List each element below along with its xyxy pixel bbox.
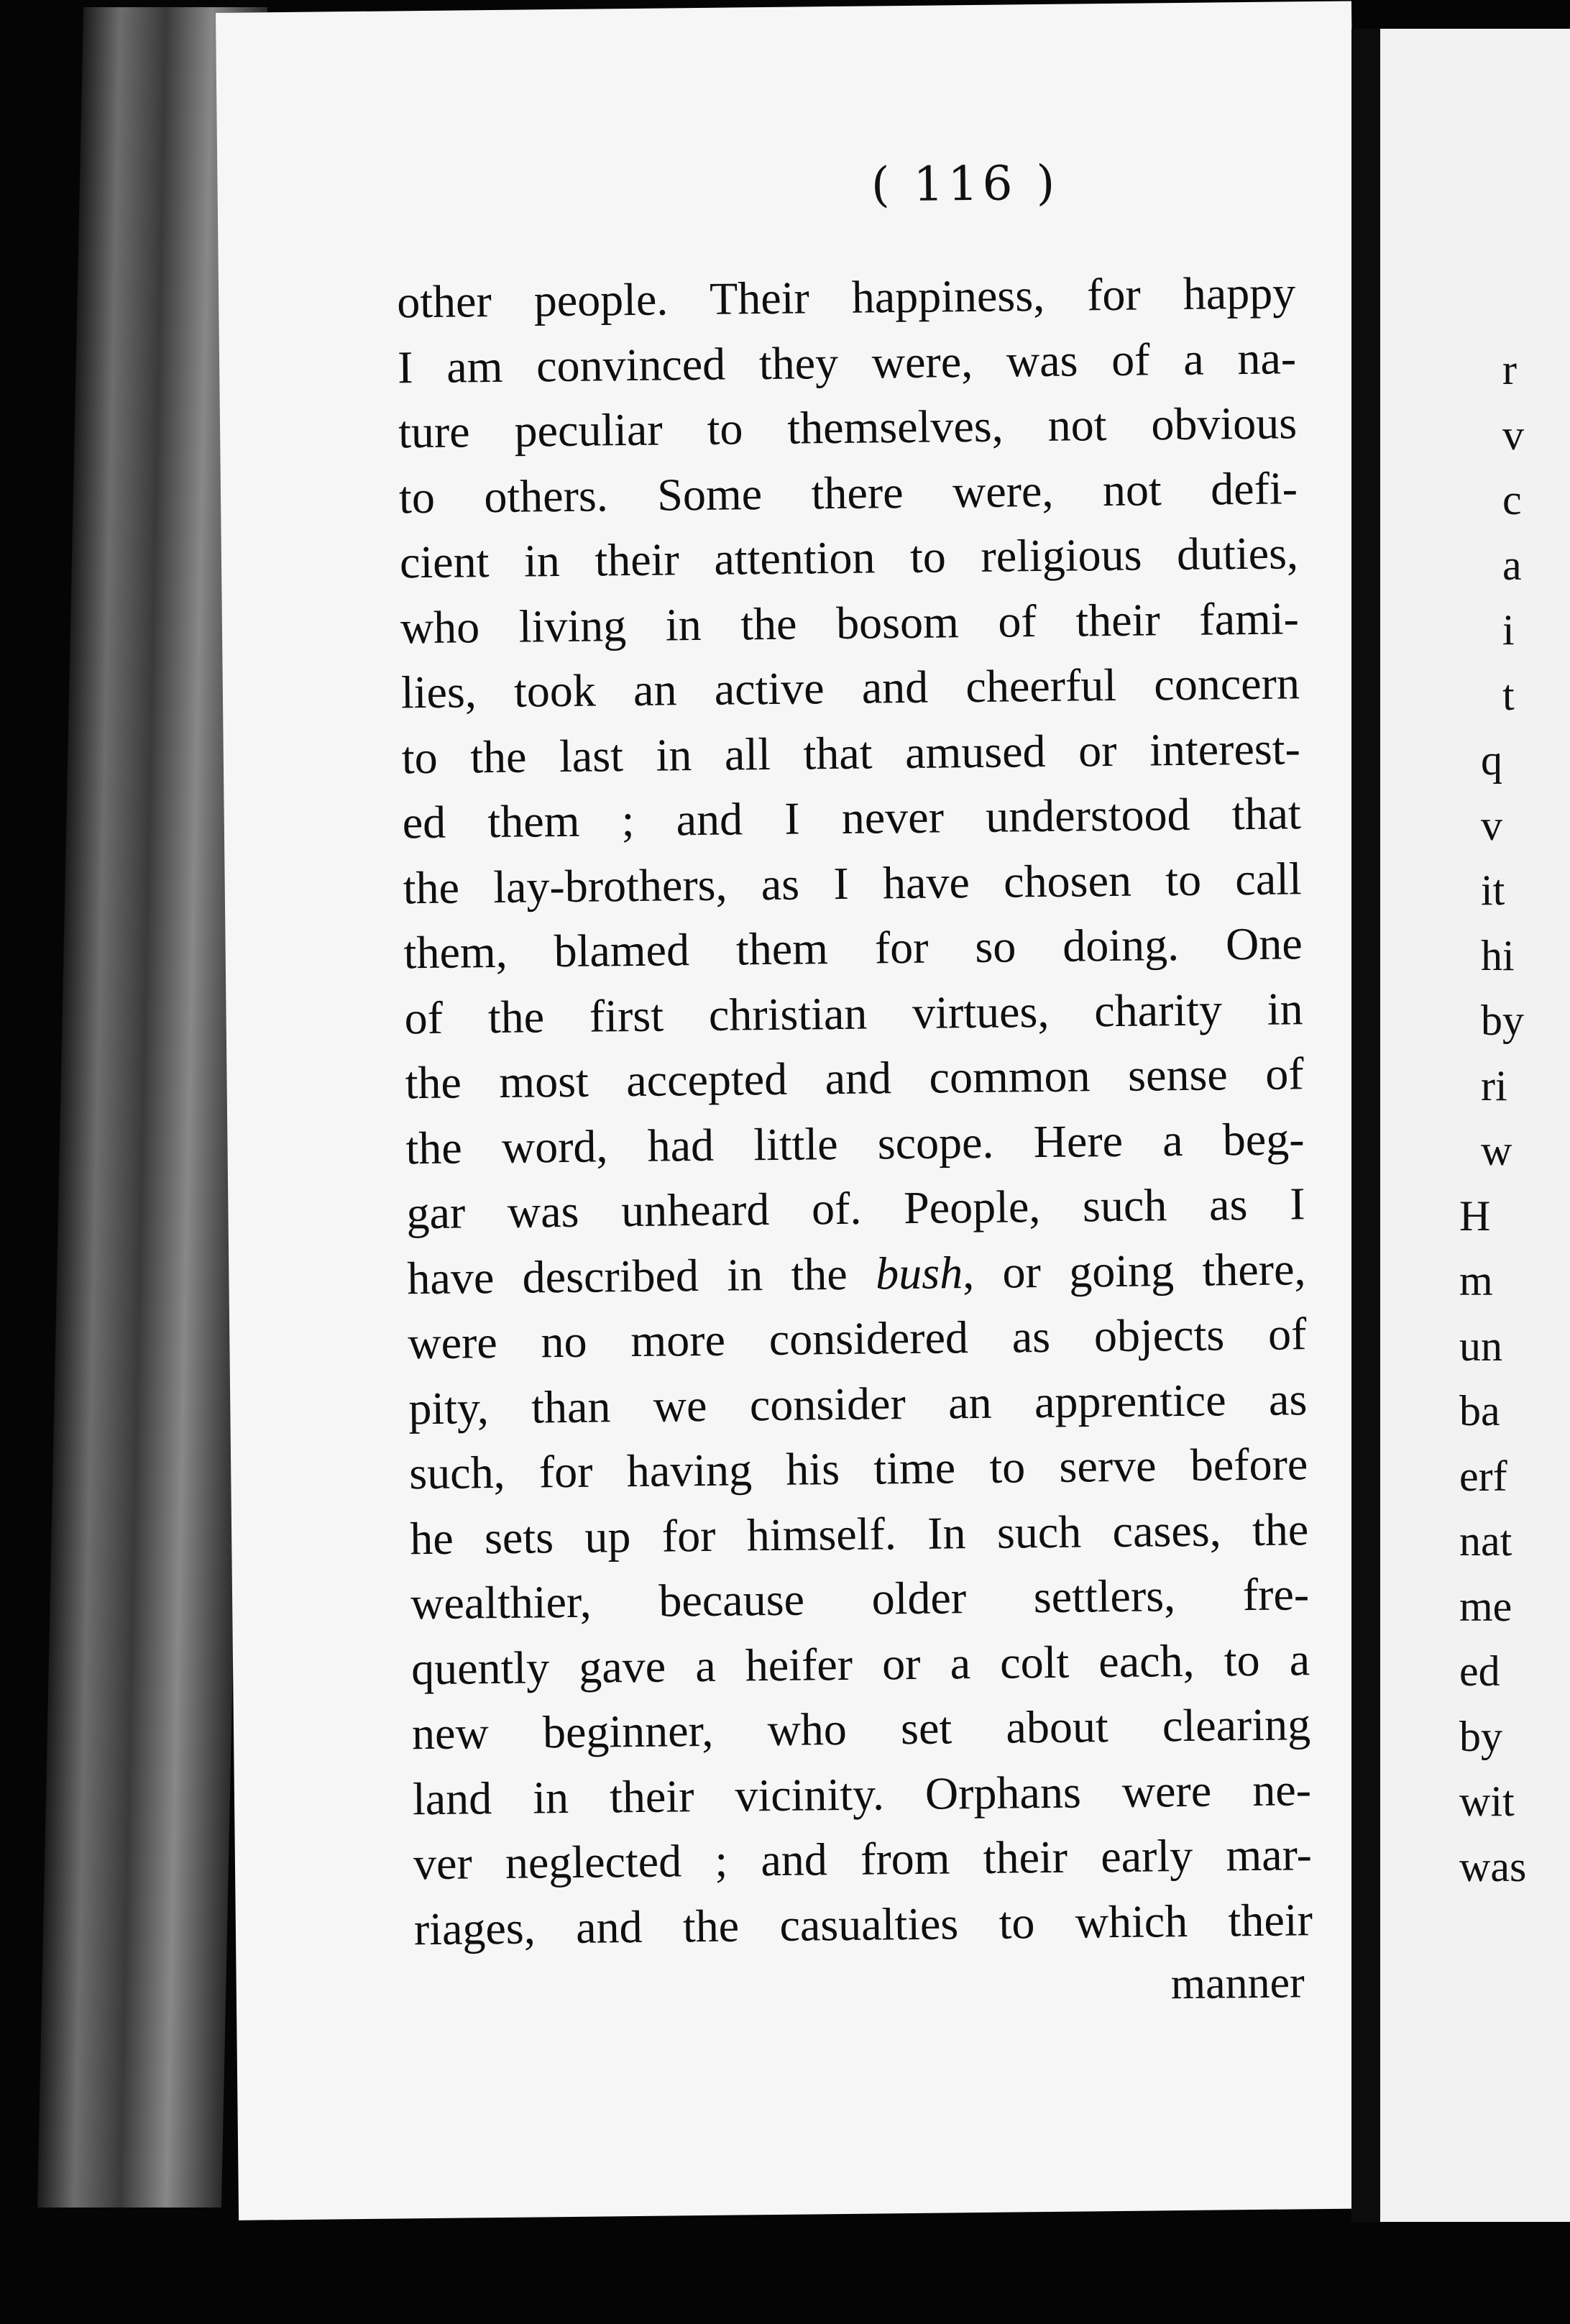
- text-line: of the first christian virtues, charity in: [404, 982, 1303, 1043]
- facing-page-letters: was: [1459, 1842, 1527, 1890]
- text-line: them, blamed them for so doing. One: [403, 918, 1303, 979]
- text-line: new beginner, who set about clearing: [411, 1698, 1311, 1760]
- text-line: the lay-brothers, as I have chosen to call: [403, 852, 1303, 913]
- facing-page-letters: by: [1459, 1712, 1502, 1760]
- text-line: lies, took an active and cheerful concern: [400, 657, 1300, 718]
- text-line: wealthier, because older settlers, fre-: [410, 1568, 1310, 1629]
- facing-page-letters: nat: [1459, 1517, 1512, 1565]
- facing-page-letters: un: [1459, 1322, 1502, 1370]
- facing-page-letters: c: [1502, 476, 1522, 523]
- facing-page-letters: ba: [1459, 1387, 1500, 1435]
- catchword: manner: [1170, 1958, 1305, 2009]
- facing-page-letters: ed: [1459, 1647, 1500, 1695]
- facing-page-letters: w: [1481, 1127, 1512, 1174]
- text-line: cient in their attention to religious duties,: [399, 527, 1299, 588]
- scan-border: [0, 2229, 1570, 2324]
- text-line: have described in the bush, or going there,: [407, 1243, 1306, 1304]
- facing-page-letters: by: [1481, 997, 1524, 1044]
- facing-page-letters: r: [1502, 346, 1517, 393]
- text-line: to the last in all that amused or interest-: [401, 722, 1301, 783]
- text-line: gar was unheard of. People, such as I: [406, 1178, 1305, 1239]
- facing-page-letters: v: [1481, 801, 1502, 849]
- facing-page-letters: hi: [1481, 931, 1515, 979]
- facing-page-fragment: [1380, 29, 1570, 2222]
- text-line: to others. Some there were, not defi-: [398, 462, 1298, 523]
- facing-page-letters: a: [1502, 541, 1522, 589]
- facing-page-letters: wit: [1459, 1778, 1515, 1825]
- page-number-header: ( 116 ): [871, 155, 1060, 213]
- text-line: quently gave a heifer or a colt each, to a: [410, 1633, 1310, 1694]
- book-page: [216, 1, 1374, 2220]
- text-line: the word, had little scope. Here a beg-: [405, 1112, 1305, 1174]
- facing-page-letters: t: [1502, 671, 1515, 719]
- text-line: other people. Their happiness, for happy: [396, 267, 1296, 328]
- text-line: land in their vicinity. Orphans were ne-: [412, 1763, 1312, 1824]
- facing-page-letters: i: [1502, 606, 1515, 654]
- text-line: riages, and the casualties to which their: [413, 1893, 1313, 1954]
- text-line: who living in the bosom of their fami-: [400, 592, 1300, 653]
- text-line: were no more considered as objects of: [408, 1308, 1307, 1369]
- facing-page-letters: H: [1459, 1191, 1491, 1240]
- text-line: he sets up for himself. In such cases, the: [409, 1503, 1309, 1564]
- gutter-shadow: [1351, 29, 1380, 2222]
- text-line: such, for having his time to serve before: [408, 1438, 1308, 1499]
- text-line: I am convinced they were, was of a na-: [397, 331, 1297, 393]
- facing-page-letters: q: [1481, 736, 1502, 784]
- facing-page-letters: me: [1459, 1582, 1512, 1630]
- text-line: the most accepted and common sense of: [405, 1048, 1304, 1109]
- text-line: pity, than we consider an apprentice as: [408, 1373, 1308, 1434]
- text-line: ture peculiar to themselves, not obvious: [398, 397, 1298, 458]
- page-text: [397, 260, 1313, 1962]
- facing-page-letters: it: [1481, 866, 1505, 914]
- text-line: ed them ; and I never understood that: [402, 787, 1302, 848]
- facing-page-letters: ri: [1481, 1061, 1507, 1110]
- italic-word: bush: [875, 1246, 963, 1299]
- facing-page-letters: v: [1502, 411, 1524, 459]
- text-line: ver neglected ; and from their early mar-: [413, 1829, 1313, 1890]
- facing-page-letters: erf: [1459, 1452, 1507, 1500]
- facing-page-letters: m: [1459, 1257, 1493, 1304]
